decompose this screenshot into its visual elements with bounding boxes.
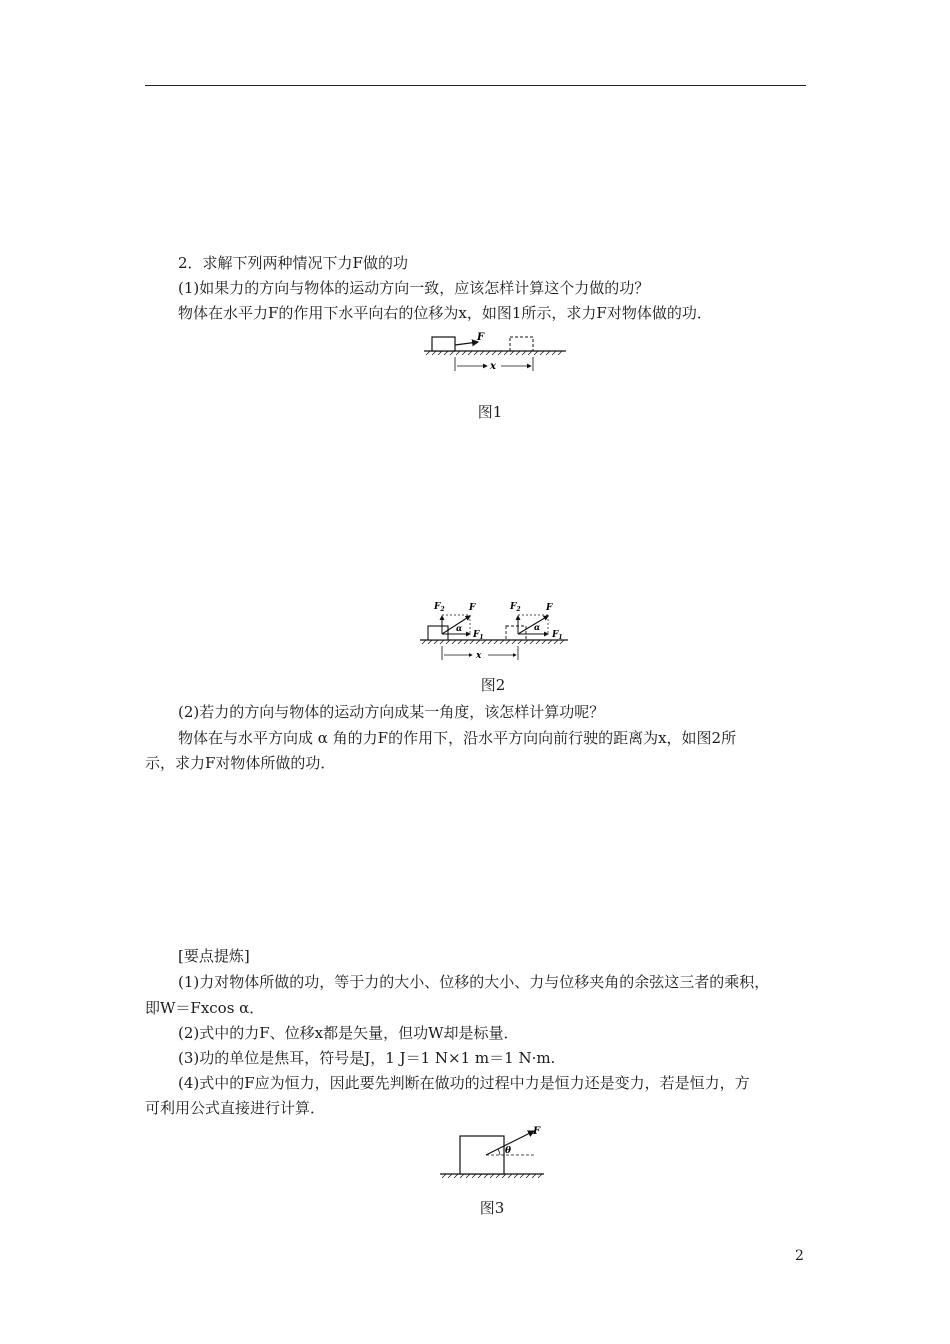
fig2-right-f-label: F (546, 603, 553, 613)
question-2-body-line2: 示，求力F对物体所做的功． (145, 754, 336, 772)
fig2-displacement-label: x (476, 651, 482, 661)
key-points-heading: [要点提炼] (178, 947, 250, 965)
header-rule (145, 85, 806, 86)
figure-2 (418, 596, 570, 664)
figure-3 (436, 1122, 548, 1180)
key-point-3: (3)功的单位是焦耳，符号是J，1 J＝1 N×1 m＝1 N·m. (178, 1049, 556, 1067)
fig1-force-label: F (477, 332, 485, 343)
question-2-title: (2)若力的方向与物体的运动方向成某一角度，该怎样计算功呢？ (178, 703, 605, 721)
fig2-right-f2-label: $F_2$ (510, 602, 521, 613)
key-point-1-line2: 即W＝Fxcos α． (145, 999, 265, 1017)
fig2-left-f2-label: $F_2$ (434, 602, 445, 613)
question-1-title: (1)如果力的方向与物体的运动方向一致，应该怎样计算这个力做的功？ (178, 279, 650, 297)
fig2-right-f1-label: $F_1$ (552, 630, 563, 641)
key-point-2: (2)式中的力F、位移x都是矢量，但功W却是标量． (178, 1024, 519, 1042)
figure-2-caption: 图2 (480, 676, 506, 694)
page-number: 2 (795, 1248, 804, 1264)
figure-1 (420, 330, 570, 378)
section-heading: 2．求解下列两种情况下力F做的功 (178, 254, 408, 272)
fig2-left-alpha-label: α (456, 623, 463, 633)
key-point-4-line2: 可利用公式直接进行计算． (145, 1099, 326, 1117)
figure-3-caption: 图3 (479, 1199, 505, 1217)
question-1-body: 物体在水平力F的作用下水平向右的位移为x，如图1所示，求力F对物体做的功． (178, 304, 712, 322)
fig2-left-f1-label: $F_1$ (473, 630, 484, 641)
fig3-theta-label: θ (505, 1146, 512, 1156)
key-point-1-line1: (1)力对物体所做的功，等于力的大小、位移的大小、力与位移夹角的余弦这三者的乘积， (178, 973, 770, 991)
fig2-right-alpha-label: α (534, 622, 541, 632)
key-point-4-line1: (4)式中的F应为恒力，因此要先判断在做功的过程中力是恒力还是变力，若是恒力，方 (178, 1074, 750, 1092)
fig3-force-label: F (533, 1126, 541, 1137)
question-2-body-line1: 物体在与水平方向成 α 角的力F的作用下，沿水平方向向前行驶的距离为x，如图2所 (178, 729, 737, 747)
fig2-left-f-label: F (469, 603, 476, 613)
fig1-displacement-label: x (490, 361, 496, 372)
figure-1-caption: 图1 (477, 403, 503, 421)
